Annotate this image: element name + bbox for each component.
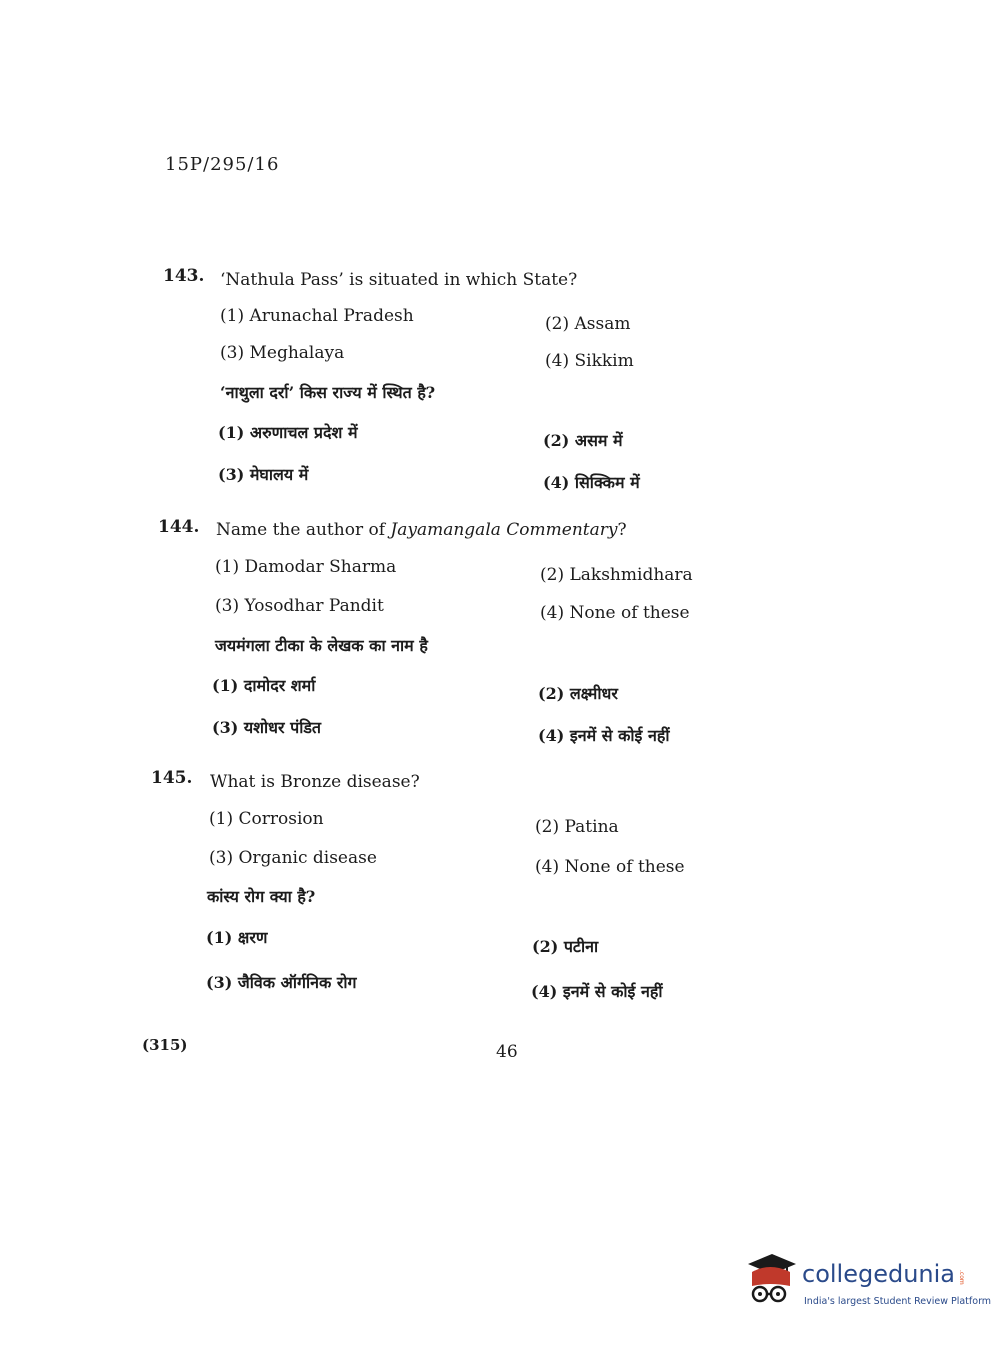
option-1: (1) Corrosion xyxy=(209,809,324,829)
hindi-option-2: (2) लक्ष्मीधर xyxy=(538,684,618,703)
hindi-option-4: (4) सिक्किम में xyxy=(543,473,640,492)
hindi-option-4: (4) इनमें से कोई नहीं xyxy=(538,726,670,745)
option-2: (2) Lakshmidhara xyxy=(540,565,693,585)
hindi-option-1: (1) अरुणाचल प्रदेश में xyxy=(218,423,358,442)
option-3: (3) Yosodhar Pandit xyxy=(215,596,384,616)
option-4: (4) Sikkim xyxy=(545,351,634,371)
option-3: (3) Organic disease xyxy=(209,848,377,868)
paper-code: 15P/295/16 xyxy=(165,154,280,175)
option-2: (2) Patina xyxy=(535,817,619,837)
option-3: (3) Meghalaya xyxy=(220,343,345,363)
option-4: (4) None of these xyxy=(540,603,690,623)
question-text: Name the author of Jayamangala Commentary? xyxy=(216,520,627,540)
hindi-option-3: (3) मेघालय में xyxy=(218,465,309,484)
page-number: 46 xyxy=(496,1042,518,1062)
hindi-option-3: (3) यशोधर पंडित xyxy=(212,718,322,737)
hindi-question-text: ‘नाथुला दर्रा’ किस राज्य में स्थित है? xyxy=(220,383,436,402)
option-2: (2) Assam xyxy=(545,314,631,334)
hindi-option-1: (1) दामोदर शर्मा xyxy=(212,676,316,695)
option-1: (1) Arunachal Pradesh xyxy=(220,306,414,326)
brand-suffix: .com xyxy=(958,1270,965,1285)
brand-tagline: India's largest Student Review Platform xyxy=(804,1296,992,1307)
hindi-option-3: (3) जैविक ऑर्गनिक रोग xyxy=(206,973,357,992)
question-text: ‘Nathula Pass’ is situated in which State? xyxy=(220,270,578,290)
question-number: 143. xyxy=(163,266,205,286)
mascot-icon xyxy=(742,1252,800,1312)
footer-code: (315) xyxy=(142,1036,188,1054)
question-number: 145. xyxy=(151,768,193,788)
collegedunia-watermark xyxy=(742,1252,992,1312)
option-4: (4) None of these xyxy=(535,857,685,877)
hindi-question-text: जयमंगला टीका के लेखक का नाम है xyxy=(215,636,428,655)
hindi-question-text: कांस्य रोग क्या है? xyxy=(207,887,316,906)
question-italic-title: Jayamangala Commentary xyxy=(390,520,618,540)
hindi-option-2: (2) पटीना xyxy=(532,937,599,956)
brand-name: collegedunia xyxy=(802,1260,956,1288)
hindi-option-2: (2) असम में xyxy=(543,431,623,450)
hindi-option-4: (4) इनमें से कोई नहीं xyxy=(531,982,663,1001)
option-1: (1) Damodar Sharma xyxy=(215,557,397,577)
hindi-option-1: (1) क्षरण xyxy=(206,928,268,947)
question-text: What is Bronze disease? xyxy=(210,772,420,792)
question-number: 144. xyxy=(158,517,200,537)
